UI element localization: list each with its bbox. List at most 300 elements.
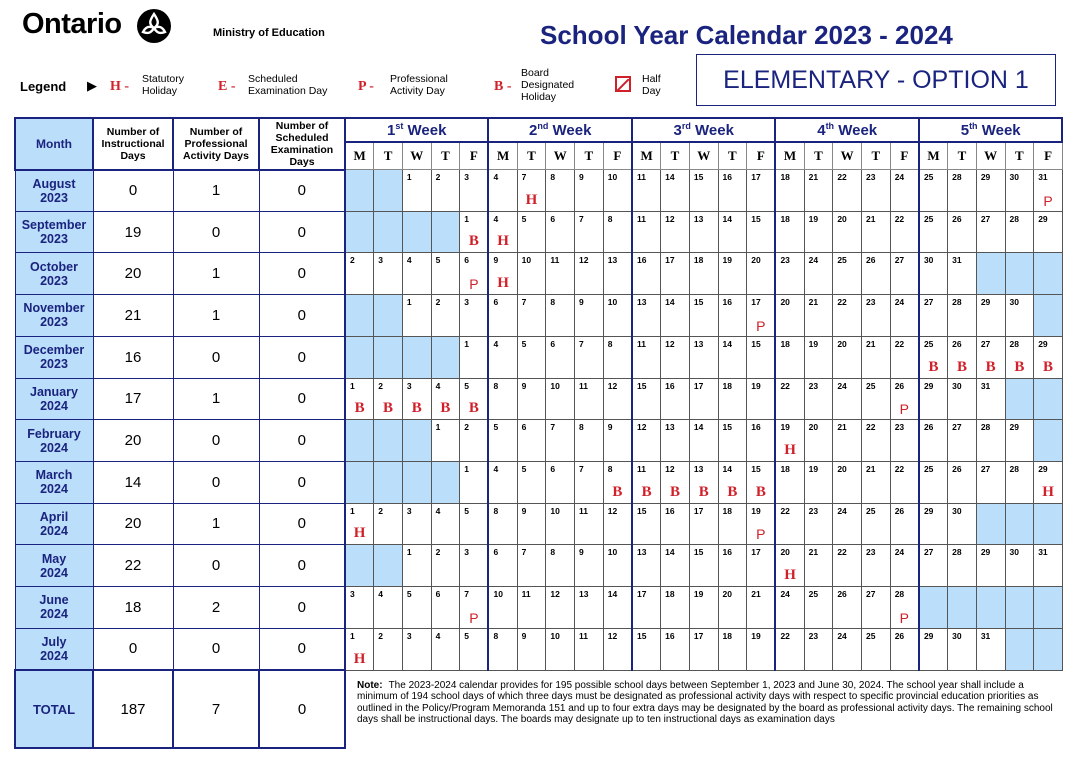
empty-day-cell [345,336,374,378]
day-number: 5 [464,630,469,641]
weekday-header: T [374,142,403,170]
day-number: 4 [406,255,412,266]
day-cell [603,503,632,545]
day-cell [603,461,632,503]
day-number: 29 [1038,213,1048,224]
day-number: 28 [1009,463,1019,474]
day-cell [919,503,948,545]
day-cell [890,503,919,545]
day-cell [919,461,948,503]
day-number: 9 [579,297,584,308]
empty-day-cell [1034,295,1063,337]
day-cell [517,545,546,587]
day-cell [488,461,517,503]
day-cell [460,253,489,295]
day-cell [718,378,747,420]
day-number: 21 [751,589,761,600]
day-cell [632,628,661,670]
weekday-header: W [546,142,575,170]
day-number: 9 [521,630,527,641]
day-cell [862,420,891,462]
empty-day-cell [345,170,374,212]
day-code: P [469,609,479,626]
day-number: 4 [435,380,441,391]
day-number: 1 [406,297,412,308]
day-number: 20 [837,463,847,474]
day-code: B [468,233,479,250]
weekday-header: M [488,142,517,170]
day-cell [747,628,776,670]
day-number: 23 [866,547,876,558]
weekday-header: T [948,142,977,170]
day-cell [890,170,919,212]
day-cell [747,295,776,337]
day-number: 15 [751,338,761,349]
day-cell [689,545,718,587]
weekday-header: T [1005,142,1034,170]
empty-day-cell [345,545,374,587]
day-cell [833,587,862,629]
day-number: 6 [435,589,441,600]
day-number: 11 [579,380,589,391]
empty-day-cell [1034,503,1063,545]
day-number: 2 [378,505,383,516]
day-cell [775,170,804,212]
day-cell [431,503,460,545]
day-number: 3 [464,547,469,558]
day-cell [976,461,1005,503]
day-number: 5 [464,505,469,516]
day-number: 28 [1009,213,1019,224]
day-number: 5 [521,463,527,474]
day-cell [890,545,919,587]
day-number: 28 [952,297,962,308]
day-cell [575,253,604,295]
day-number: 22 [837,172,847,182]
day-cell [374,628,403,670]
day-cell [919,336,948,378]
count-exam: 0 [259,628,345,670]
month-name: June 2024 [15,587,93,629]
day-cell [517,503,546,545]
day-number: 5 [464,380,469,391]
day-cell [747,378,776,420]
day-cell [775,628,804,670]
count-instr: 22 [93,545,173,587]
day-code: P [469,276,479,293]
day-number: 12 [607,505,618,516]
week-3-header: 3rd Week [632,118,775,142]
day-number: 7 [521,297,527,308]
day-number: 27 [980,213,991,224]
empty-day-cell [345,211,374,253]
day-cell [689,461,718,503]
day-number: 29 [980,547,991,558]
day-number: 29 [923,630,934,641]
day-cell [948,628,977,670]
day-cell [517,461,546,503]
day-cell [833,628,862,670]
count-instr: 17 [93,378,173,420]
day-cell [603,628,632,670]
day-number: 15 [693,172,704,182]
day-cell [632,461,661,503]
day-number: 10 [521,255,532,266]
day-number: 10 [550,505,560,516]
day-number: 4 [493,338,499,349]
day-cell [747,503,776,545]
day-cell [862,503,891,545]
day-number: 2 [350,255,355,266]
day-number: 27 [923,297,934,308]
day-cell [833,545,862,587]
month-row [15,211,1062,253]
day-number: 18 [780,213,790,224]
day-number: 14 [607,589,618,600]
day-cell [775,587,804,629]
count-instr: 21 [93,295,173,337]
day-number: 10 [550,630,560,641]
day-number: 24 [894,172,905,182]
day-number: 15 [693,297,704,308]
empty-day-cell [1034,378,1063,420]
count-pa: 1 [173,295,259,337]
day-code: B [641,483,652,500]
day-cell [747,336,776,378]
day-number: 1 [464,213,469,224]
day-cell [890,420,919,462]
day-cell [488,628,517,670]
day-cell [661,378,690,420]
empty-day-cell [374,170,403,212]
day-code: B [670,483,681,500]
day-number: 3 [378,255,383,266]
day-cell [546,295,575,337]
day-cell [603,336,632,378]
day-number: 2 [435,297,441,308]
day-cell [689,253,718,295]
count-pa: 0 [173,420,259,462]
day-cell [1005,420,1034,462]
day-cell [919,253,948,295]
weekday-header: T [718,142,747,170]
day-cell [488,170,517,212]
day-cell [804,211,833,253]
month-row [15,378,1062,420]
day-number: 20 [780,297,790,308]
day-cell [402,587,431,629]
day-cell [747,170,776,212]
legend-title: Legend [20,79,67,94]
month-name: May 2024 [15,545,93,587]
day-cell [431,420,460,462]
day-cell [345,503,374,545]
day-number: 15 [722,422,733,433]
day-number: 11 [636,338,646,349]
empty-day-cell [345,461,374,503]
day-cell [1005,211,1034,253]
day-number: 14 [665,547,675,558]
day-cell [546,211,575,253]
day-number: 4 [435,505,441,516]
day-number: 9 [579,172,584,182]
day-number: 21 [808,172,819,182]
day-number: 13 [636,547,647,558]
day-number: 15 [751,213,761,224]
day-number: 31 [980,380,991,391]
day-number: 2 [435,172,441,182]
ontario-logo-text: Ontario [22,8,122,40]
day-cell [1034,461,1063,503]
day-number: 12 [607,380,618,391]
count-exam: 0 [259,461,345,503]
day-cell [460,295,489,337]
day-code: H [353,650,366,667]
day-code: P [756,526,766,543]
day-number: 2 [464,422,469,433]
day-cell [661,545,690,587]
ontario-trillium-icon [136,8,172,44]
day-code: H [353,525,366,542]
day-cell [976,420,1005,462]
day-number: 30 [1009,297,1019,308]
day-number: 31 [952,255,962,266]
empty-day-cell [1005,628,1034,670]
day-number: 25 [837,255,847,266]
day-cell [345,587,374,629]
empty-day-cell [1005,378,1034,420]
day-number: 22 [780,505,790,516]
day-number: 14 [665,172,675,182]
day-cell [661,170,690,212]
day-cell [775,420,804,462]
day-number: 4 [435,630,441,641]
day-number: 23 [894,422,905,433]
day-cell [632,211,661,253]
day-cell [833,461,862,503]
weekday-header: W [689,142,718,170]
day-cell [431,545,460,587]
day-number: 9 [607,422,613,433]
empty-day-cell [948,587,977,629]
day-code: P [1043,192,1053,209]
day-cell [345,378,374,420]
day-number: 12 [636,422,647,433]
day-number: 2 [378,630,383,641]
count-pa: 0 [173,461,259,503]
day-cell [862,628,891,670]
day-cell [976,211,1005,253]
count-instr: 16 [93,336,173,378]
month-name: January 2024 [15,378,93,420]
day-number: 2 [435,547,441,558]
day-number: 7 [579,463,584,474]
day-number: 8 [493,630,499,641]
note-label: Note: [357,680,383,691]
day-cell [890,461,919,503]
month-name: August 2023 [15,170,93,212]
day-number: 21 [866,213,876,224]
day-cell [862,545,891,587]
day-number: 4 [493,213,499,224]
day-cell [460,211,489,253]
day-cell [689,295,718,337]
day-number: 23 [866,297,876,308]
day-number: 30 [1009,172,1019,182]
day-number: 18 [665,589,675,600]
weekday-header: M [345,142,374,170]
empty-day-cell [1034,628,1063,670]
day-number: 1 [350,380,355,391]
day-cell [546,170,575,212]
day-cell [661,420,690,462]
day-number: 26 [837,589,847,600]
day-cell [948,503,977,545]
month-name: September 2023 [15,211,93,253]
header-instructional: Number of Instructional Days [93,118,173,170]
count-pa: 1 [173,503,259,545]
empty-day-cell [1034,253,1063,295]
day-cell [546,545,575,587]
empty-day-cell [976,503,1005,545]
day-number: 26 [866,255,876,266]
day-number: 18 [780,463,790,474]
day-number: 8 [550,172,556,182]
day-cell [689,587,718,629]
count-instr: 0 [93,170,173,212]
day-number: 11 [550,255,560,266]
day-cell [431,628,460,670]
day-cell [632,295,661,337]
day-code: B [440,400,451,417]
day-cell [775,503,804,545]
day-cell [546,336,575,378]
day-number: 8 [550,547,556,558]
day-cell [632,336,661,378]
count-instr: 20 [93,503,173,545]
count-exam: 0 [259,503,345,545]
day-number: 17 [751,297,761,308]
day-cell [431,253,460,295]
day-number: 26 [923,422,934,433]
day-number: 12 [665,213,675,224]
day-number: 16 [665,505,675,516]
day-cell [632,503,661,545]
day-number: 16 [722,172,733,182]
day-cell [919,295,948,337]
day-number: 19 [808,463,819,474]
day-cell [1005,336,1034,378]
empty-day-cell [1034,587,1063,629]
day-number: 24 [837,505,847,516]
day-cell [689,170,718,212]
day-number: 29 [1038,338,1048,349]
day-number: 30 [952,505,962,516]
count-exam: 0 [259,211,345,253]
day-cell [546,587,575,629]
day-number: 27 [923,547,934,558]
day-cell [976,545,1005,587]
empty-day-cell [345,420,374,462]
day-number: 26 [894,630,905,641]
day-number: 13 [579,589,589,600]
day-number: 26 [952,213,962,224]
day-cell [603,253,632,295]
day-number: 6 [493,547,499,558]
day-cell [718,170,747,212]
day-number: 11 [579,505,589,516]
day-cell [833,253,862,295]
day-number: 19 [808,213,819,224]
weekday-header: W [833,142,862,170]
day-number: 5 [493,422,499,433]
count-exam: 0 [259,336,345,378]
empty-day-cell [374,545,403,587]
footnote [357,680,1057,725]
day-number: 28 [952,547,962,558]
half-day-icon [615,76,631,92]
week-5-header: 5th Week [919,118,1063,142]
day-number: 21 [808,297,819,308]
day-number: 22 [866,422,876,433]
day-number: 10 [607,547,618,558]
day-number: 8 [579,422,584,433]
day-cell [718,211,747,253]
calendar-body [15,170,1062,671]
day-number: 19 [722,255,733,266]
day-cell [1005,170,1034,212]
option-label: ELEMENTARY - OPTION 1 [696,54,1056,106]
day-cell [948,295,977,337]
day-cell [890,378,919,420]
day-cell [575,461,604,503]
count-exam: 0 [259,378,345,420]
weekday-header: T [431,142,460,170]
day-cell [747,461,776,503]
legend-arrow-icon: ▶ [87,78,97,93]
day-cell [718,336,747,378]
day-cell [718,503,747,545]
day-cell [431,170,460,212]
count-instr: 20 [93,253,173,295]
day-cell [632,170,661,212]
day-number: 24 [780,589,790,600]
day-cell [833,170,862,212]
day-cell [919,420,948,462]
count-exam: 0 [259,170,345,212]
day-cell [517,420,546,462]
day-cell [603,170,632,212]
day-number: 25 [866,630,876,641]
day-cell [747,587,776,629]
day-number: 28 [952,172,962,182]
day-number: 23 [780,255,790,266]
count-pa: 0 [173,545,259,587]
day-cell [689,420,718,462]
day-cell [804,420,833,462]
empty-day-cell [1005,253,1034,295]
month-name: July 2024 [15,628,93,670]
day-cell [775,336,804,378]
day-number: 22 [780,630,790,641]
day-cell [488,253,517,295]
day-cell [575,336,604,378]
weekday-header: M [775,142,804,170]
day-cell [775,545,804,587]
day-cell [402,170,431,212]
day-number: 25 [866,380,876,391]
day-number: 26 [894,505,905,516]
